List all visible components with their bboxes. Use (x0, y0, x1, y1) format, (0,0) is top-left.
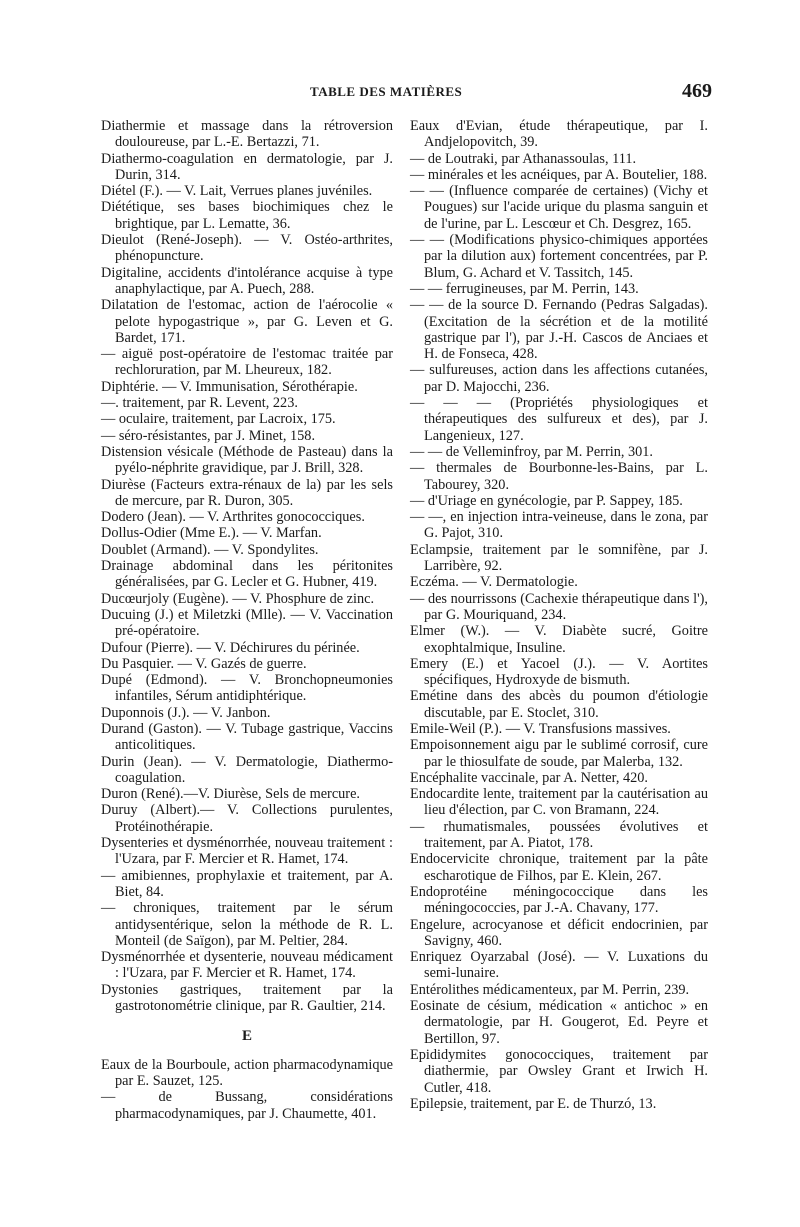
index-entry: Diathermie et massage dans la rétroversion douloureuse, par L.-E. Bertazzi, 71. (101, 118, 393, 151)
index-entry: Distension vésicale (Méthode de Pasteau) dans la pyélo-néphrite gravidique, par J. Brill, 328. (101, 443, 393, 477)
index-entry: Dufour (Pierre). — V. Déchirures du périnée. (101, 639, 360, 656)
index-entry: Dystonies gastriques, traitement par la gastrotonométrie clinique, par R. Gaultier, 214. (101, 981, 393, 1015)
index-entry: Emery (E.) et Yacoel (J.). — V. Aortites spécifiques, Hydroxyde de bismuth. (410, 655, 708, 689)
index-entry: Dilatation de l'estomac, action de l'aérocolie « pelote hypogastrique », par G. Leven et G. Bardet, 171. (101, 297, 393, 346)
index-entry: Entérolithes médicamenteux, par M. Perrin, 239. (410, 981, 690, 998)
index-entry: Dodero (Jean). — V. Arthrites gonococciques. (101, 509, 365, 526)
index-entry: — de Bussang, considérations pharmacodynamiques, par J. Chaumette, 401. (101, 1089, 393, 1122)
index-entry: — rhumatismales, poussées évolutives et traitement, par A. Piatot, 178. (410, 818, 708, 852)
index-entry: Endoprotéine méningococcique dans les méningococcies, par J.-A. Chavany, 177. (410, 883, 708, 917)
index-entry: — thermales de Bourbonne-les-Bains, par L. Tabourey, 320. (410, 460, 708, 493)
index-entry: Duponnois (J.). — V. Janbon. (101, 704, 271, 721)
index-entry: Dollus-Odier (Mme E.). — V. Marfan. (101, 525, 322, 542)
index-entry: Eclampsie, traitement par le somnifène, par J. Larribère, 92. (410, 541, 708, 575)
index-entry: Eczéma. — V. Dermatologie. (410, 574, 578, 591)
index-entry: Dysenteries et dysménorrhée, nouveau traitement : l'Uzara, par F. Mercier et R. Hamet, 174. (101, 835, 393, 868)
index-entry: — —, en injection intra-veineuse, dans le zona, par G. Pajot, 310. (410, 509, 708, 542)
index-entry: Emile-Weil (P.). — V. Transfusions massives. (410, 720, 671, 737)
index-entry: — sulfureuses, action dans les affections cutanées, par D. Majocchi, 236. (410, 362, 708, 395)
index-entry: Endocardite lente, traitement par la cautérisation au lieu d'élection, par C. von Bramann, 224. (410, 786, 708, 819)
index-entry: Engelure, acrocyanose et déficit endocrinien, par Savigny, 460. (410, 916, 708, 949)
index-entry: — — ferrugineuses, par M. Perrin, 143. (410, 280, 639, 297)
index-entry: Dupé (Edmond). — V. Bronchopneumonies infantiles, Sérum antidiphtérique. (101, 672, 393, 705)
index-entry: — — de Velleminfroy, par M. Perrin, 301. (410, 443, 654, 460)
left-entries (101, 118, 393, 1014)
index-entry: Ducœurjoly (Eugène). — V. Phosphure de zinc. (101, 590, 375, 607)
index-entry: Enriquez Oyarzabal (José). — V. Luxations du semi-lunaire. (410, 949, 708, 982)
index-entry: Epilepsie, traitement, par E. de Thurzó, 13. (410, 1095, 657, 1112)
index-entry: — oculaire, traitement, par Lacroix, 175. (101, 411, 336, 428)
index-entry: Durand (Gaston). — V. Tubage gastrique, Vaccins anticolitiques. (101, 720, 393, 754)
index-entry: Dysménorrhée et dysenterie, nouveau médicament : l'Uzara, par F. Mercier et R. Hamet, 174. (101, 949, 393, 982)
right-entries (410, 118, 708, 1112)
index-entry: — — (Modifications physico-chimiques apportées par la dilution aux) fortement concentrées, par P. Blum, G. Achard et V. Tassitch, 145. (410, 232, 708, 281)
left-entries-e (101, 1057, 393, 1122)
running-header (100, 80, 712, 110)
page-number: 469 (682, 80, 712, 102)
index-entry: Dieulot (René-Joseph). — V. Ostéo-arthrites, phénopuncture. (101, 232, 393, 265)
index-entry: Digitaline, accidents d'intolérance acquise à type anaphylactique, par A. Puech, 288. (101, 264, 393, 297)
index-entry: — séro-résistantes, par J. Minet, 158. (101, 427, 316, 444)
index-entry: Durin (Jean). — V. Dermatologie, Diathermo-coagulation. (101, 753, 393, 786)
index-entry: — aiguë post-opératoire de l'estomac traitée par rechloruration, par M. Lheureux, 182. (101, 346, 393, 379)
left-column (101, 118, 393, 1122)
index-entry: Drainage abdominal dans les péritonites généralisées, par G. Lecler et G. Hubner, 419. (101, 558, 393, 591)
index-entry: Eaux de la Bourboule, action pharmacodynamique par E. Sauzet, 125. (101, 1056, 393, 1089)
index-entry: —. traitement, par R. Levent, 223. (101, 395, 298, 412)
index-entry: Epididymites gonococciques, traitement par diathermie, par Owsley Grant et Irwich H. Cutler, 418. (410, 1046, 708, 1096)
index-entry: Diathermo-coagulation en dermatologie, par J. Durin, 314. (101, 150, 393, 183)
index-entry: Ducuing (J.) et Miletzki (Mlle). — V. Vaccination pré-opératoire. (101, 606, 393, 640)
index-entry: — de Loutraki, par Athanassoulas, 111. (410, 150, 637, 167)
index-entry: — minérales et les acnéiques, par A. Boutelier, 188. (410, 166, 708, 183)
index-entry: Doublet (Armand). — V. Spondylites. (101, 541, 319, 558)
index-entry: — — (Influence comparée de certaines) (Vichy et Pougues) sur l'acide urique du plasma sanguin et de l'urine, par L. Lescœur et Ch. Desgrez, 165. (410, 183, 708, 232)
index-entry: Diététique, ses bases biochimiques chez le brightique, par L. Lematte, 36. (101, 199, 393, 232)
header-title: TABLE DES MATIÈRES (310, 84, 463, 99)
index-entry: — des nourrissons (Cachexie thérapeutique dans l'), par G. Mouriquand, 234. (410, 590, 708, 623)
index-entry: — chroniques, traitement par le sérum antidysentérique, selon la méthode de R. L. Monteil (de Saïgon), par M. Peltier, 284. (101, 900, 393, 949)
index-entry: — — — (Propriétés physiologiques et thérapeutiques des sulfureux et des), par J. Langenieux, 127. (410, 395, 708, 444)
index-entry: Eaux d'Evian, étude thérapeutique, par I. Andjelopovitch, 39. (410, 118, 708, 151)
index-entry: Diétel (F.). — V. Lait, Verrues planes juvéniles. (101, 183, 373, 200)
right-column (410, 118, 708, 1112)
index-entry: — amibiennes, prophylaxie et traitement, par A. Biet, 84. (101, 867, 393, 900)
index-entry: Empoisonnement aigu par le sublimé corrosif, cure par le thiosulfate de soude, par Malerba, 132. (410, 737, 708, 770)
section-letter-e: E (241, 1028, 252, 1045)
index-entry: Du Pasquier. — V. Gazés de guerre. (101, 655, 307, 672)
index-entry: Diurèse (Facteurs extra-rénaux de la) par les sels de mercure, par R. Duron, 305. (101, 476, 393, 509)
index-entry: Diphtérie. — V. Immunisation, Sérothérapie. (101, 378, 358, 395)
index-entry: Emétine dans des abcès du poumon d'étiologie discutable, par E. Stoclet, 310. (410, 688, 708, 721)
index-entry: Encéphalite vaccinale, par A. Netter, 420. (410, 769, 648, 786)
index-entry: Duruy (Albert).— V. Collections purulentes, Protéinothérapie. (101, 802, 393, 835)
index-entry: Duron (René).—V. Diurèse, Sels de mercure. (101, 786, 360, 803)
index-entry: — — de la source D. Fernando (Pedras Salgadas). (Excitation de la sécrétion et de la motilité gastrique par l'), par J.-H. Cascos de Anciaes et H. de Fonseca, 428. (410, 297, 708, 363)
index-entry: Endocervicite chronique, traitement par la pâte escharotique de Filhos, par E. Klein, 267. (410, 851, 708, 884)
index-entry: Elmer (W.). — V. Diabète sucré, Goitre exophtalmique, Insuline. (410, 623, 708, 656)
index-entry: Eosinate de césium, médication « antichoc » en dermatologie, par H. Gougerot, Ed. Peyre et Bertillon, 97. (410, 998, 708, 1047)
index-entry: — d'Uriage en gynécologie, par P. Sappey, 185. (410, 492, 683, 509)
